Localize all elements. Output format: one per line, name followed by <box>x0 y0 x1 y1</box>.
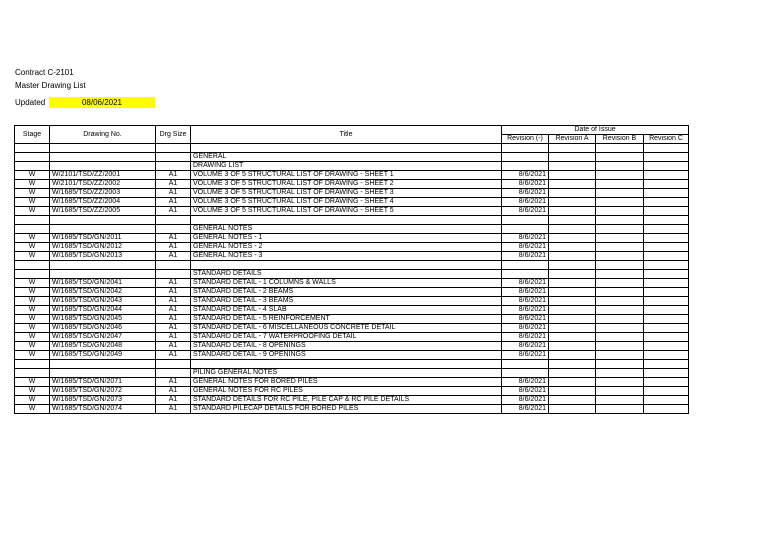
revision-dash-date-cell: 8/6/2021 <box>502 234 549 243</box>
revision-c-date-cell <box>644 252 689 261</box>
drawing-size-cell: A1 <box>156 324 191 333</box>
revision-dash-date-cell: 8/6/2021 <box>502 351 549 360</box>
revision-a-date-cell <box>549 207 596 216</box>
drawing-size-cell: A1 <box>156 333 191 342</box>
revision-c-date-cell <box>644 306 689 315</box>
title-cell: GENERAL <box>191 153 502 162</box>
drawing-number-cell: W/1685/TSD/GN/2049 <box>50 351 156 360</box>
revision-dash-date-cell: 8/6/2021 <box>502 324 549 333</box>
title-cell: GENERAL NOTES - 2 <box>191 243 502 252</box>
revision-c-date-cell <box>644 180 689 189</box>
drawing-size-cell <box>156 216 191 225</box>
drawing-size-cell: A1 <box>156 288 191 297</box>
drawing-size-cell: A1 <box>156 396 191 405</box>
revision-a-date-cell <box>549 360 596 369</box>
revision-a-date-cell <box>549 243 596 252</box>
drawing-size-cell: A1 <box>156 279 191 288</box>
drawing-size-cell <box>156 225 191 234</box>
revision-c-date-cell <box>644 324 689 333</box>
table-row <box>15 333 689 342</box>
title-cell: GENERAL NOTES FOR RC PILES <box>191 387 502 396</box>
revision-b-date-cell <box>596 306 644 315</box>
revision-c-date-cell <box>644 333 689 342</box>
table-row <box>15 360 689 369</box>
revision-dash-date-cell: 8/6/2021 <box>502 243 549 252</box>
stage-cell <box>15 270 50 279</box>
drawing-size-cell: A1 <box>156 180 191 189</box>
revision-c-date-cell <box>644 207 689 216</box>
table-row <box>15 162 689 171</box>
table-row <box>15 198 689 207</box>
table-row <box>15 297 689 306</box>
title-cell: VOLUME 3 OF 5 STRUCTURAL LIST OF DRAWING - SHEET 3 <box>191 189 502 198</box>
revision-c-date-cell <box>644 387 689 396</box>
stage-cell <box>15 369 50 378</box>
revision-c-date-cell <box>644 351 689 360</box>
revision-b-date-cell <box>596 180 644 189</box>
revision-b-date-cell <box>596 369 644 378</box>
revision-dash-date-cell <box>502 360 549 369</box>
revision-dash-date-cell: 8/6/2021 <box>502 189 549 198</box>
table-row <box>15 225 689 234</box>
revision-c-date-cell <box>644 288 689 297</box>
revision-a-date-cell <box>549 315 596 324</box>
revision-a-date-cell <box>549 171 596 180</box>
table-header-row <box>15 126 689 135</box>
stage-cell: W <box>15 288 50 297</box>
revision-dash-date-cell: 8/6/2021 <box>502 171 549 180</box>
title-cell: STANDARD DETAIL - 8 OPENINGS <box>191 342 502 351</box>
title-cell: PILING GENERAL NOTES <box>191 369 502 378</box>
revision-c-date-cell <box>644 153 689 162</box>
title-cell: STANDARD DETAILS FOR RC PILE, PILE CAP & RC PILE DETAILS <box>191 396 502 405</box>
stage-cell: W <box>15 198 50 207</box>
title-cell: STANDARD DETAIL - 2 BEAMS <box>191 288 502 297</box>
revision-a-date-cell <box>549 333 596 342</box>
drawing-number-cell <box>50 225 156 234</box>
drawing-number-cell: W/1685/TSD/GN/2073 <box>50 396 156 405</box>
drawing-size-cell: A1 <box>156 405 191 414</box>
revision-a-date-cell <box>549 216 596 225</box>
revision-c-date-cell <box>644 342 689 351</box>
table-row <box>15 396 689 405</box>
document-title: Master Drawing List <box>15 81 86 90</box>
drawing-size-cell <box>156 153 191 162</box>
title-cell: GENERAL NOTES <box>191 225 502 234</box>
table-row <box>15 207 689 216</box>
revision-c-date-cell <box>644 261 689 270</box>
revision-c-date-cell <box>644 369 689 378</box>
revision-dash-date-cell: 8/6/2021 <box>502 297 549 306</box>
col-header-revision-a: Revision A <box>549 135 596 144</box>
revision-b-date-cell <box>596 144 644 153</box>
revision-dash-date-cell: 8/6/2021 <box>502 387 549 396</box>
revision-dash-date-cell: 8/6/2021 <box>502 207 549 216</box>
revision-dash-date-cell: 8/6/2021 <box>502 405 549 414</box>
revision-dash-date-cell: 8/6/2021 <box>502 198 549 207</box>
revision-b-date-cell <box>596 243 644 252</box>
revision-dash-date-cell: 8/6/2021 <box>502 279 549 288</box>
col-header-drg-size: Drg Size <box>156 126 191 144</box>
revision-dash-date-cell: 8/6/2021 <box>502 288 549 297</box>
revision-c-date-cell <box>644 171 689 180</box>
table-row <box>15 243 689 252</box>
drawing-number-cell: W/1685/TSD/GN/2071 <box>50 378 156 387</box>
revision-b-date-cell <box>596 216 644 225</box>
contract-number: Contract C-2101 <box>15 68 74 77</box>
table-row <box>15 405 689 414</box>
revision-dash-date-cell <box>502 216 549 225</box>
revision-b-date-cell <box>596 225 644 234</box>
title-cell: VOLUME 3 OF 5 STRUCTURAL LIST OF DRAWING - SHEET 5 <box>191 207 502 216</box>
stage-cell: W <box>15 171 50 180</box>
title-cell: STANDARD DETAIL - 5 REINFORCEMENT <box>191 315 502 324</box>
table-row <box>15 387 689 396</box>
revision-a-date-cell <box>549 153 596 162</box>
revision-c-date-cell <box>644 234 689 243</box>
drawing-size-cell <box>156 360 191 369</box>
updated-date: 08/06/2021 <box>49 97 155 108</box>
title-cell: STANDARD DETAILS <box>191 270 502 279</box>
col-header-title: Title <box>191 126 502 144</box>
drawing-size-cell <box>156 162 191 171</box>
stage-cell <box>15 216 50 225</box>
title-cell: GENERAL NOTES - 3 <box>191 252 502 261</box>
drawing-size-cell: A1 <box>156 342 191 351</box>
revision-dash-date-cell <box>502 270 549 279</box>
table-row <box>15 144 689 153</box>
drawing-number-cell <box>50 270 156 279</box>
revision-c-date-cell <box>644 279 689 288</box>
revision-a-date-cell <box>549 279 596 288</box>
revision-b-date-cell <box>596 234 644 243</box>
revision-b-date-cell <box>596 297 644 306</box>
stage-cell: W <box>15 342 50 351</box>
drawing-number-cell: W/2101/TSD/ZZ/2002 <box>50 180 156 189</box>
revision-b-date-cell <box>596 315 644 324</box>
title-cell: DRAWING LIST <box>191 162 502 171</box>
drawing-number-cell <box>50 153 156 162</box>
revision-a-date-cell <box>549 324 596 333</box>
revision-a-date-cell <box>549 180 596 189</box>
drawing-number-cell: W/1685/TSD/GN/2041 <box>50 279 156 288</box>
revision-b-date-cell <box>596 162 644 171</box>
stage-cell: W <box>15 378 50 387</box>
stage-cell <box>15 225 50 234</box>
table-row <box>15 306 689 315</box>
revision-dash-date-cell: 8/6/2021 <box>502 342 549 351</box>
revision-a-date-cell <box>549 252 596 261</box>
revision-c-date-cell <box>644 360 689 369</box>
table-row <box>15 171 689 180</box>
drawing-size-cell: A1 <box>156 351 191 360</box>
revision-b-date-cell <box>596 189 644 198</box>
drawing-list-table <box>14 125 689 414</box>
drawing-number-cell: W/1685/TSD/GN/2012 <box>50 243 156 252</box>
stage-cell: W <box>15 207 50 216</box>
revision-a-date-cell <box>549 396 596 405</box>
drawing-number-cell: W/1685/TSD/GN/2047 <box>50 333 156 342</box>
title-cell: VOLUME 3 OF 5 STRUCTURAL LIST OF DRAWING - SHEET 1 <box>191 171 502 180</box>
table-row <box>15 288 689 297</box>
title-cell: VOLUME 3 OF 5 STRUCTURAL LIST OF DRAWING - SHEET 4 <box>191 198 502 207</box>
drawing-size-cell <box>156 369 191 378</box>
revision-b-date-cell <box>596 252 644 261</box>
revision-dash-date-cell <box>502 369 549 378</box>
revision-a-date-cell <box>549 387 596 396</box>
table-row <box>15 378 689 387</box>
drawing-number-cell: W/1685/TSD/GN/2045 <box>50 315 156 324</box>
col-header-date-of-issue: Date of Issue <box>502 126 689 135</box>
drawing-size-cell <box>156 144 191 153</box>
revision-a-date-cell <box>549 162 596 171</box>
drawing-number-cell <box>50 162 156 171</box>
revision-a-date-cell <box>549 369 596 378</box>
drawing-number-cell: W/1685/TSD/GN/2043 <box>50 297 156 306</box>
updated-label: Updated <box>15 98 46 107</box>
table-body <box>15 144 689 414</box>
revision-dash-date-cell <box>502 153 549 162</box>
table-row <box>15 324 689 333</box>
stage-cell: W <box>15 252 50 261</box>
drawing-number-cell: W/1685/TSD/GN/2046 <box>50 324 156 333</box>
revision-a-date-cell <box>549 225 596 234</box>
title-cell: STANDARD DETAIL - 1 COLUMNS & WALLS <box>191 279 502 288</box>
stage-cell <box>15 162 50 171</box>
revision-dash-date-cell: 8/6/2021 <box>502 252 549 261</box>
revision-c-date-cell <box>644 297 689 306</box>
stage-cell: W <box>15 243 50 252</box>
revision-b-date-cell <box>596 270 644 279</box>
table-row <box>15 369 689 378</box>
stage-cell: W <box>15 324 50 333</box>
revision-dash-date-cell: 8/6/2021 <box>502 378 549 387</box>
drawing-size-cell: A1 <box>156 198 191 207</box>
revision-dash-date-cell: 8/6/2021 <box>502 315 549 324</box>
stage-cell: W <box>15 351 50 360</box>
table-row <box>15 216 689 225</box>
drawing-number-cell: W/1685/TSD/GN/2042 <box>50 288 156 297</box>
revision-a-date-cell <box>549 378 596 387</box>
revision-b-date-cell <box>596 261 644 270</box>
drawing-size-cell: A1 <box>156 243 191 252</box>
table-row <box>15 261 689 270</box>
revision-dash-date-cell: 8/6/2021 <box>502 306 549 315</box>
drawing-number-cell: W/1685/TSD/ZZ/2003 <box>50 189 156 198</box>
col-header-revision-b: Revision B <box>596 135 644 144</box>
table-row <box>15 315 689 324</box>
revision-dash-date-cell <box>502 225 549 234</box>
table-row <box>15 189 689 198</box>
title-cell: VOLUME 3 OF 5 STRUCTURAL LIST OF DRAWING - SHEET 2 <box>191 180 502 189</box>
drawing-size-cell: A1 <box>156 297 191 306</box>
revision-b-date-cell <box>596 405 644 414</box>
revision-dash-date-cell: 8/6/2021 <box>502 396 549 405</box>
title-cell: GENERAL NOTES - 1 <box>191 234 502 243</box>
revision-c-date-cell <box>644 378 689 387</box>
revision-b-date-cell <box>596 360 644 369</box>
drawing-size-cell: A1 <box>156 252 191 261</box>
revision-a-date-cell <box>549 297 596 306</box>
title-cell <box>191 360 502 369</box>
stage-cell: W <box>15 387 50 396</box>
revision-c-date-cell <box>644 243 689 252</box>
revision-c-date-cell <box>644 144 689 153</box>
revision-c-date-cell <box>644 225 689 234</box>
revision-c-date-cell <box>644 189 689 198</box>
drawing-size-cell: A1 <box>156 387 191 396</box>
table-row <box>15 351 689 360</box>
drawing-number-cell: W/2101/TSD/ZZ/2001 <box>50 171 156 180</box>
revision-a-date-cell <box>549 198 596 207</box>
drawing-number-cell: W/1685/TSD/GN/2074 <box>50 405 156 414</box>
revision-a-date-cell <box>549 288 596 297</box>
revision-b-date-cell <box>596 171 644 180</box>
stage-cell: W <box>15 315 50 324</box>
table-row <box>15 234 689 243</box>
revision-b-date-cell <box>596 198 644 207</box>
drawing-size-cell: A1 <box>156 234 191 243</box>
table-row <box>15 279 689 288</box>
title-cell <box>191 261 502 270</box>
title-cell: STANDARD PILECAP DETAILS FOR BORED PILES <box>191 405 502 414</box>
revision-b-date-cell <box>596 387 644 396</box>
revision-c-date-cell <box>644 216 689 225</box>
drawing-number-cell: W/1685/TSD/GN/2072 <box>50 387 156 396</box>
drawing-number-cell <box>50 369 156 378</box>
revision-a-date-cell <box>549 405 596 414</box>
revision-b-date-cell <box>596 324 644 333</box>
title-cell: STANDARD DETAIL - 9 OPENINGS <box>191 351 502 360</box>
drawing-size-cell <box>156 270 191 279</box>
table-row <box>15 153 689 162</box>
stage-cell: W <box>15 189 50 198</box>
table-row <box>15 180 689 189</box>
revision-c-date-cell <box>644 270 689 279</box>
stage-cell: W <box>15 297 50 306</box>
drawing-number-cell: W/1685/TSD/ZZ/2004 <box>50 198 156 207</box>
col-header-revision-c: Revision C <box>644 135 689 144</box>
revision-a-date-cell <box>549 351 596 360</box>
revision-a-date-cell <box>549 342 596 351</box>
title-cell: STANDARD DETAIL - 4 SLAB <box>191 306 502 315</box>
revision-dash-date-cell <box>502 144 549 153</box>
drawing-number-cell <box>50 144 156 153</box>
drawing-number-cell: W/1685/TSD/GN/2044 <box>50 306 156 315</box>
col-header-stage: Stage <box>15 126 50 144</box>
title-cell: STANDARD DETAIL - 7 WATERPROOFING DETAIL <box>191 333 502 342</box>
drawing-number-cell: W/1685/TSD/ZZ/2005 <box>50 207 156 216</box>
stage-cell: W <box>15 279 50 288</box>
stage-cell: W <box>15 234 50 243</box>
revision-b-date-cell <box>596 351 644 360</box>
stage-cell: W <box>15 405 50 414</box>
revision-a-date-cell <box>549 306 596 315</box>
stage-cell: W <box>15 333 50 342</box>
drawing-number-cell <box>50 261 156 270</box>
stage-cell <box>15 261 50 270</box>
drawing-size-cell: A1 <box>156 378 191 387</box>
drawing-size-cell: A1 <box>156 315 191 324</box>
table-row <box>15 342 689 351</box>
revision-b-date-cell <box>596 342 644 351</box>
title-cell: STANDARD DETAIL - 6 MISCELLANEOUS CONCRETE DETAIL <box>191 324 502 333</box>
col-header-drawing-no: Drawing No. <box>50 126 156 144</box>
revision-a-date-cell <box>549 144 596 153</box>
stage-cell: W <box>15 396 50 405</box>
stage-cell: W <box>15 180 50 189</box>
revision-b-date-cell <box>596 288 644 297</box>
stage-cell <box>15 360 50 369</box>
revision-a-date-cell <box>549 234 596 243</box>
drawing-size-cell: A1 <box>156 207 191 216</box>
title-cell: STANDARD DETAIL - 3 BEAMS <box>191 297 502 306</box>
revision-c-date-cell <box>644 396 689 405</box>
revision-b-date-cell <box>596 279 644 288</box>
drawing-size-cell: A1 <box>156 171 191 180</box>
drawing-number-cell: W/1685/TSD/GN/2011 <box>50 234 156 243</box>
drawing-size-cell: A1 <box>156 306 191 315</box>
revision-c-date-cell <box>644 315 689 324</box>
revision-a-date-cell <box>549 189 596 198</box>
table-row <box>15 270 689 279</box>
drawing-number-cell <box>50 216 156 225</box>
title-cell <box>191 144 502 153</box>
revision-dash-date-cell: 8/6/2021 <box>502 333 549 342</box>
revision-dash-date-cell: 8/6/2021 <box>502 180 549 189</box>
revision-c-date-cell <box>644 405 689 414</box>
title-cell <box>191 216 502 225</box>
revision-dash-date-cell <box>502 162 549 171</box>
table-row <box>15 252 689 261</box>
revision-a-date-cell <box>549 270 596 279</box>
stage-cell <box>15 144 50 153</box>
revision-c-date-cell <box>644 162 689 171</box>
revision-b-date-cell <box>596 153 644 162</box>
drawing-number-cell <box>50 360 156 369</box>
stage-cell: W <box>15 306 50 315</box>
stage-cell <box>15 153 50 162</box>
title-cell: GENERAL NOTES FOR BORED PILES <box>191 378 502 387</box>
drawing-size-cell: A1 <box>156 189 191 198</box>
revision-dash-date-cell <box>502 261 549 270</box>
revision-b-date-cell <box>596 207 644 216</box>
col-header-revision-dash: Revision (-) <box>502 135 549 144</box>
revision-b-date-cell <box>596 333 644 342</box>
revision-a-date-cell <box>549 261 596 270</box>
drawing-number-cell: W/1685/TSD/GN/2013 <box>50 252 156 261</box>
drawing-size-cell <box>156 261 191 270</box>
drawing-number-cell: W/1685/TSD/GN/2048 <box>50 342 156 351</box>
revision-c-date-cell <box>644 198 689 207</box>
revision-b-date-cell <box>596 378 644 387</box>
revision-b-date-cell <box>596 396 644 405</box>
